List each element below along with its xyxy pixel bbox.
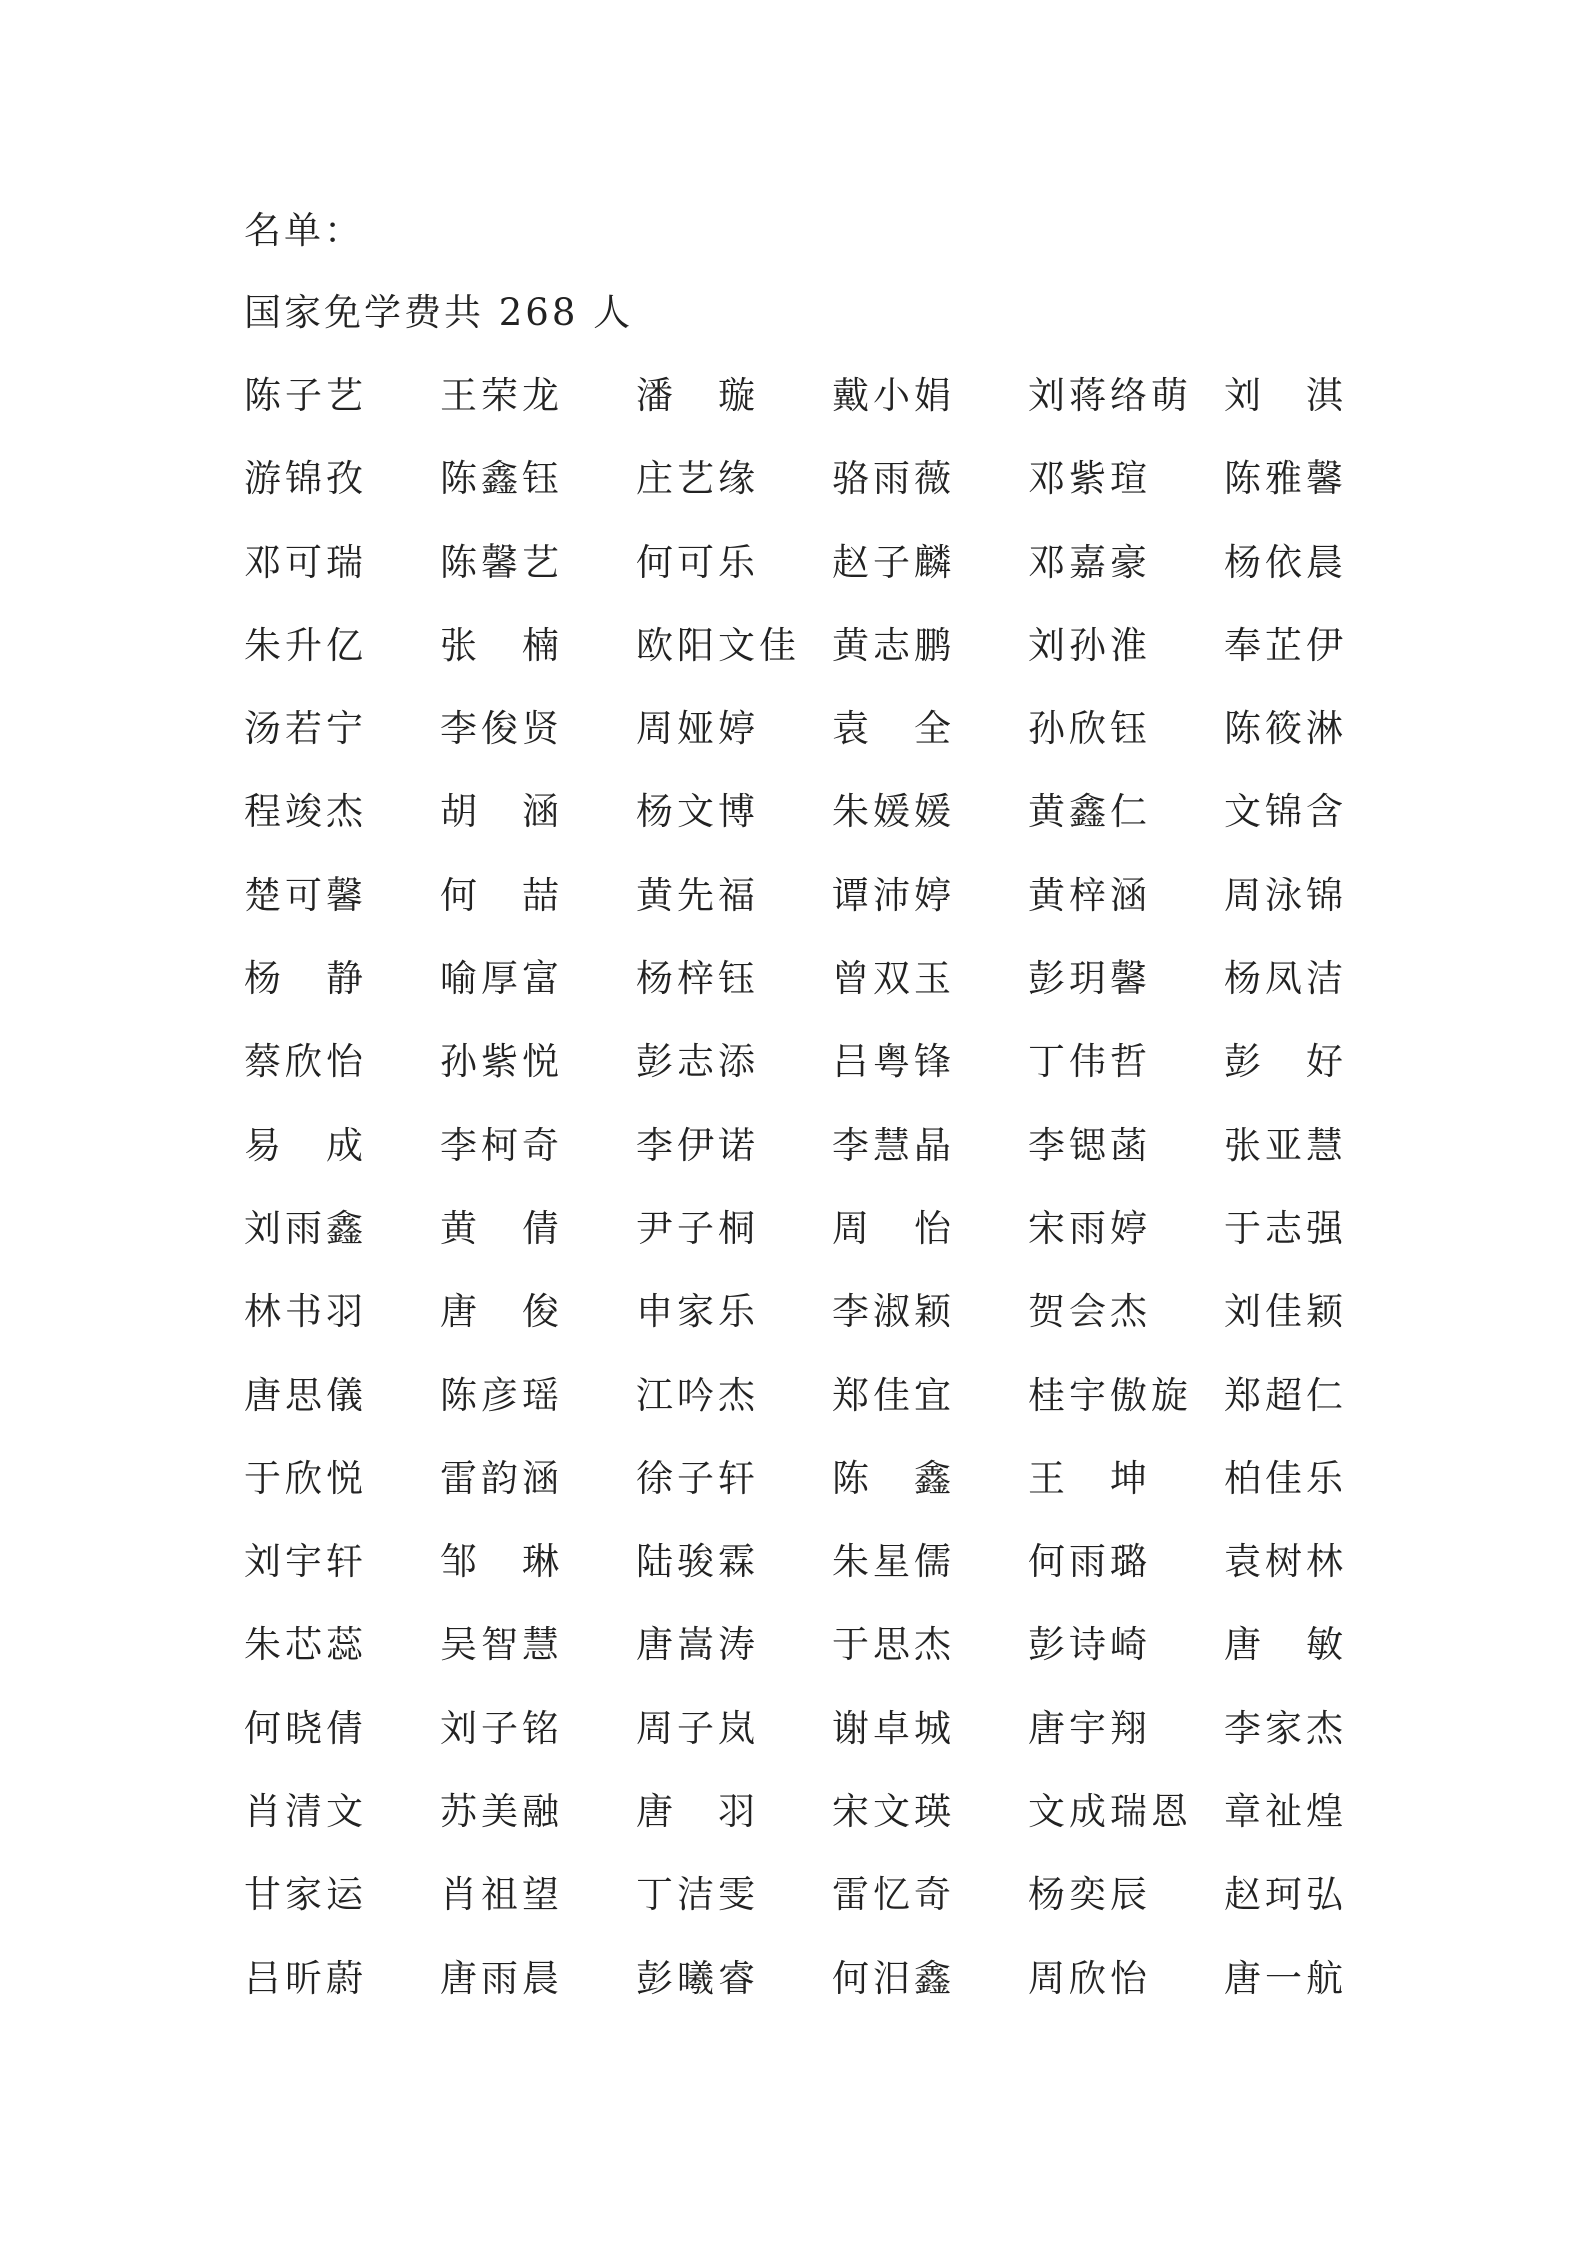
student-name: 郑佳宜 (832, 1373, 955, 1417)
student-name: 周欣怡 (1028, 1956, 1151, 2000)
student-name: 郑超仁 (1224, 1373, 1347, 1417)
student-name: 黄梓涵 (1028, 873, 1151, 917)
student-name: 陈子艺 (244, 374, 367, 417)
student-name: 奉芷伊 (1224, 623, 1347, 667)
name-row (244, 1122, 1364, 1205)
student-name: 彭 好 (1224, 1040, 1347, 1084)
student-name: 陈馨艺 (440, 540, 563, 584)
student-name: 吴智慧 (440, 1623, 563, 1667)
student-name: 刘子铭 (440, 1706, 563, 1750)
name-row (244, 788, 1364, 871)
student-name: 彭诗崎 (1028, 1623, 1151, 1667)
student-name: 唐思儀 (244, 1373, 367, 1417)
student-name: 刘宇轩 (244, 1540, 367, 1584)
student-name: 于欣悦 (244, 1456, 367, 1500)
student-name: 文锦含 (1224, 790, 1347, 834)
student-name: 刘蒋络萌 (1028, 374, 1192, 417)
student-name: 楚可馨 (244, 873, 367, 917)
student-name: 朱媛媛 (832, 790, 955, 834)
student-name: 李家杰 (1224, 1706, 1347, 1750)
student-name: 李柯奇 (440, 1123, 563, 1167)
student-name: 孙紫悦 (440, 1040, 563, 1084)
student-name: 刘佳颖 (1224, 1290, 1347, 1334)
student-name: 宋文瑛 (832, 1790, 955, 1834)
subsidy-count-line: 国家免学费共 268 人 (244, 291, 634, 334)
student-name: 周 怡 (832, 1206, 955, 1250)
student-name: 周子岚 (636, 1706, 759, 1750)
student-name: 戴小娟 (832, 374, 955, 417)
student-name: 黄志鹏 (832, 623, 955, 667)
name-row (244, 1455, 1364, 1538)
student-name: 陈 鑫 (832, 1456, 955, 1500)
student-name: 甘家运 (244, 1873, 367, 1917)
student-name: 杨文博 (636, 790, 759, 834)
student-name: 吕粤锋 (832, 1040, 955, 1084)
student-name: 孙欣钰 (1028, 707, 1151, 751)
name-table (244, 372, 1364, 2038)
student-name: 汤若宁 (244, 707, 367, 751)
student-name: 陈彦瑶 (440, 1373, 563, 1417)
student-name: 胡 涵 (440, 790, 563, 834)
student-name: 喻厚富 (440, 957, 563, 1001)
student-name: 唐 俊 (440, 1290, 563, 1334)
student-name: 彭志添 (636, 1040, 759, 1084)
name-row (244, 1205, 1364, 1288)
name-row (244, 1788, 1364, 1871)
student-name: 申家乐 (636, 1290, 759, 1334)
name-row (244, 1288, 1364, 1371)
student-name: 邓紫瑄 (1028, 457, 1151, 501)
student-name: 肖清文 (244, 1790, 367, 1834)
student-name: 张 楠 (440, 623, 563, 667)
student-name: 贺会杰 (1028, 1290, 1151, 1334)
name-row (244, 1038, 1364, 1121)
student-name: 骆雨薇 (832, 457, 955, 501)
student-name: 何雨璐 (1028, 1540, 1151, 1584)
student-name: 王 坤 (1028, 1456, 1151, 1500)
student-name: 唐 敏 (1224, 1623, 1347, 1667)
student-name: 何汨鑫 (832, 1956, 955, 2000)
student-name: 刘 淇 (1224, 374, 1347, 417)
student-name: 张亚慧 (1224, 1123, 1347, 1167)
student-name: 李锶菡 (1028, 1123, 1151, 1167)
student-name: 欧阳文佳 (636, 623, 800, 667)
student-name: 谢卓城 (832, 1706, 955, 1750)
student-name: 何可乐 (636, 540, 759, 584)
student-name: 朱升亿 (244, 623, 367, 667)
student-name: 袁 全 (832, 707, 955, 751)
student-name: 何晓倩 (244, 1706, 367, 1750)
student-name: 易 成 (244, 1123, 367, 1167)
name-row (244, 539, 1364, 622)
student-name: 唐宇翔 (1028, 1706, 1151, 1750)
student-name: 李淑颖 (832, 1290, 955, 1334)
student-name: 朱芯蕊 (244, 1623, 367, 1667)
name-row (244, 455, 1364, 538)
student-name: 肖祖望 (440, 1873, 563, 1917)
student-name: 桂宇傲旋 (1028, 1373, 1192, 1417)
name-row (244, 372, 1364, 455)
student-name: 唐一航 (1224, 1956, 1347, 2000)
student-name: 林书羽 (244, 1290, 367, 1334)
student-name: 袁树林 (1224, 1540, 1347, 1584)
student-name: 邓嘉豪 (1028, 540, 1151, 584)
student-name: 刘雨鑫 (244, 1206, 367, 1250)
student-name: 宋雨婷 (1028, 1206, 1151, 1250)
student-name: 章祉煌 (1224, 1790, 1347, 1834)
student-name: 赵珂弘 (1224, 1873, 1347, 1917)
student-name: 游锦孜 (244, 457, 367, 501)
student-name: 吕昕蔚 (244, 1956, 367, 2000)
student-name: 江吟杰 (636, 1373, 759, 1417)
student-name: 邹 琳 (440, 1540, 563, 1584)
student-name: 文成瑞恩 (1028, 1790, 1192, 1834)
student-name: 李俊贤 (440, 707, 563, 751)
name-row (244, 1538, 1364, 1621)
student-name: 徐子轩 (636, 1456, 759, 1500)
name-row (244, 1705, 1364, 1788)
student-name: 黄 倩 (440, 1206, 563, 1250)
student-name: 杨凤洁 (1224, 957, 1347, 1001)
student-name: 黄先福 (636, 873, 759, 917)
student-name: 何 喆 (440, 873, 563, 917)
student-name: 杨依晨 (1224, 540, 1347, 584)
student-name: 赵子麟 (832, 540, 955, 584)
name-row (244, 1871, 1364, 1954)
student-name: 周泳锦 (1224, 873, 1347, 917)
student-name: 彭玥馨 (1028, 957, 1151, 1001)
student-name: 王荣龙 (440, 374, 563, 417)
student-name: 于思杰 (832, 1623, 955, 1667)
student-name: 雷韵涵 (440, 1456, 563, 1500)
student-name: 李慧晶 (832, 1123, 955, 1167)
student-name: 柏佳乐 (1224, 1456, 1347, 1500)
student-name: 陈雅馨 (1224, 457, 1347, 501)
student-name: 杨奕辰 (1028, 1873, 1151, 1917)
student-name: 雷忆奇 (832, 1873, 955, 1917)
student-name: 黄鑫仁 (1028, 790, 1151, 834)
student-name: 潘 璇 (636, 374, 759, 417)
student-name: 尹子桐 (636, 1206, 759, 1250)
name-row (244, 955, 1364, 1038)
student-name: 苏美融 (440, 1790, 563, 1834)
student-name: 唐 羽 (636, 1790, 759, 1834)
student-name: 陈筱淋 (1224, 707, 1347, 751)
student-name: 曾双玉 (832, 957, 955, 1001)
name-row (244, 1372, 1364, 1455)
student-name: 周娅婷 (636, 707, 759, 751)
student-name: 陆骏霖 (636, 1540, 759, 1584)
student-name: 唐嵩涛 (636, 1623, 759, 1667)
student-name: 邓可瑞 (244, 540, 367, 584)
student-name: 刘孙淮 (1028, 623, 1151, 667)
student-name: 彭曦睿 (636, 1956, 759, 2000)
name-row (244, 705, 1364, 788)
student-name: 庄艺缘 (636, 457, 759, 501)
student-name: 蔡欣怡 (244, 1040, 367, 1084)
name-row (244, 872, 1364, 955)
list-heading: 名单： (244, 209, 364, 252)
student-name: 谭沛婷 (832, 873, 955, 917)
student-name: 杨 静 (244, 957, 367, 1001)
name-row (244, 622, 1364, 705)
student-name: 于志强 (1224, 1206, 1347, 1250)
student-name: 丁伟哲 (1028, 1040, 1151, 1084)
student-name: 程竣杰 (244, 790, 367, 834)
name-row (244, 1955, 1364, 2038)
student-name: 朱星儒 (832, 1540, 955, 1584)
student-name: 陈鑫钰 (440, 457, 563, 501)
student-name: 李伊诺 (636, 1123, 759, 1167)
name-row (244, 1621, 1364, 1704)
student-name: 杨梓钰 (636, 957, 759, 1001)
student-name: 丁洁雯 (636, 1873, 759, 1917)
student-name: 唐雨晨 (440, 1956, 563, 2000)
